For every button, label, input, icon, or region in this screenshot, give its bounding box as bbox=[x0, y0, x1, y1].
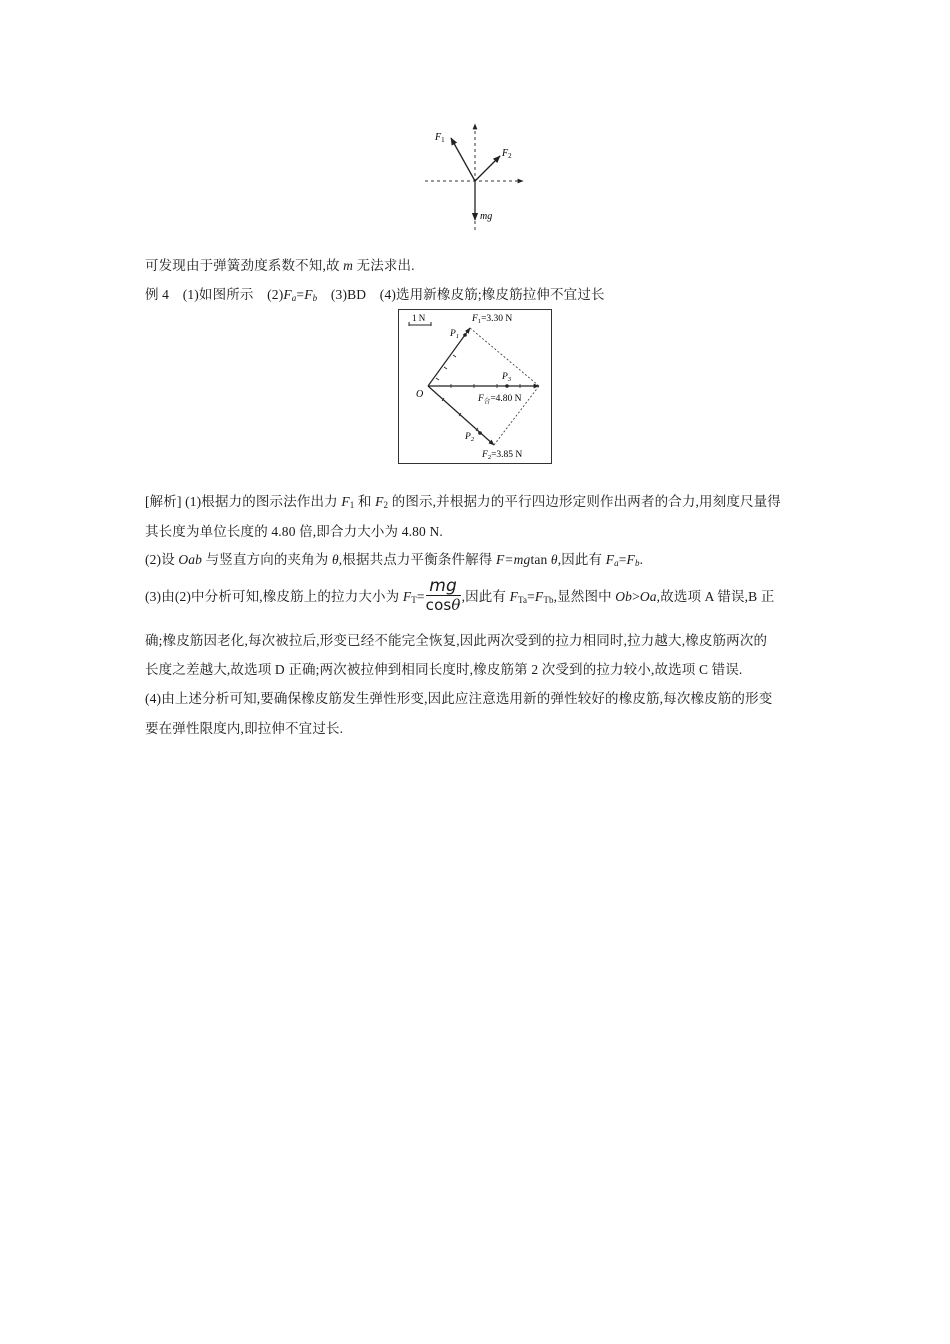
p3-point bbox=[505, 384, 509, 388]
f2-arrow bbox=[475, 156, 500, 181]
f1-label: $F_1$ bbox=[435, 132, 445, 144]
force-fraction: $\frac{mg}{\cos\theta}$ bbox=[425, 575, 461, 614]
analysis-line-4: (3)由(2)中分析可知,橡皮筋上的拉力大小为 $F_T=$ $\frac{mg}{\cos\theta}$ ,因此有 $F_{Ta}=F_{Tb}$,显然图中 Ob>Oa,故选项 A 错误,B 正 bbox=[145, 575, 775, 614]
analysis-line-6: 长度之差越大,故选项 D 正确;两次被拉伸到相同长度时,橡皮筋第 2 次受到的拉力较小,故选项 C 错误. bbox=[145, 662, 743, 677]
p2-point bbox=[478, 431, 482, 435]
p1-point bbox=[463, 333, 467, 337]
analysis-line-7: (4)由上述分析可知,要确保橡皮筋发生弹性形变,因此应注意选用新的弹性较好的橡皮筋,每次橡皮筋的形变 bbox=[145, 691, 773, 706]
p3-label: $P_3$ bbox=[502, 372, 512, 383]
force-diagram-figure bbox=[420, 120, 535, 232]
answer-line: 例 4 (1)如图所示 $(2)F_a=F_b$ (3)BD (4)选用新橡皮筋;橡皮筋拉伸不宜过长 bbox=[145, 287, 605, 303]
scale-label: 1 N bbox=[412, 313, 426, 323]
analysis-line-2: 其长度为单位长度的 4.80 倍,即合力大小为 4.80 N. bbox=[145, 524, 443, 539]
f2-value-label: $F_2=3.85$ N bbox=[482, 450, 523, 461]
f1-value-label: $F_1=3.30$ N bbox=[472, 314, 513, 325]
resultant-value-label: $F_合=4.80$ N bbox=[478, 394, 522, 405]
analysis-line-1: [解析] (1)根据力的图示法作出力 $F_1$ 和 $F_2$ 的图示,并根据力的平行四边形定则作出两者的合力,用刻度尺量得 bbox=[145, 494, 781, 510]
analysis-line-5: 确;橡皮筋因老化,每次被拉后,形变已经不能完全恢复,因此两次受到的拉力相同时,拉力越大,橡皮筋两次的 bbox=[145, 633, 768, 648]
analysis-line-8: 要在弹性限度内,即拉伸不宜过长. bbox=[145, 721, 344, 736]
p1-label: $P_1$ bbox=[450, 329, 460, 340]
mg-label: mg bbox=[480, 211, 493, 222]
origin-label: O bbox=[416, 389, 424, 400]
f2-label: $F_2$ bbox=[502, 148, 512, 160]
analysis-line-3: (2)设 Oab 与竖直方向的夹角为 θ,根据共点力平衡条件解得 F=mgtan θ,因此有 $F_a=F_b$. bbox=[145, 552, 644, 568]
f1-arrow bbox=[451, 138, 475, 181]
p2-label: $P_2$ bbox=[465, 432, 475, 443]
parallelogram-figure bbox=[398, 309, 552, 464]
conclusion-line: 可发现由于弹簧劲度系数不知,故 m 无法求出. bbox=[145, 258, 415, 273]
